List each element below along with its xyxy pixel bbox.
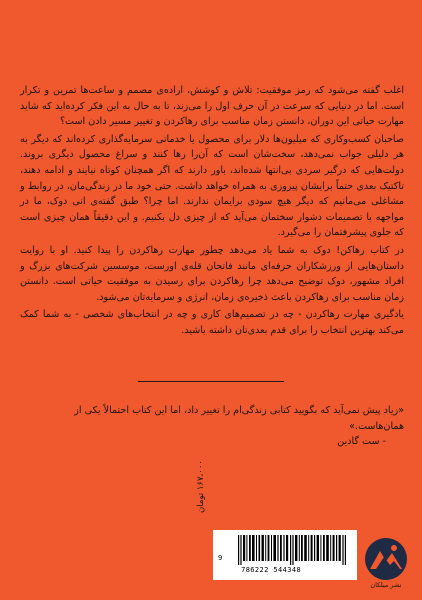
divider-line <box>138 381 284 382</box>
barcode-lead-digit: 9 <box>218 554 223 562</box>
publisher-logo-icon <box>364 537 408 581</box>
blurb-text <box>20 83 404 341</box>
barcode-bars-icon <box>238 535 348 565</box>
quote-author: - ست گادین <box>337 436 386 448</box>
quote-text: «زیاد پیش نمی‌آید که بگویید کتابی زندگی‌ام را تغییر داد، اما این کتاب احتمالاً یکی از همان‌هاست.» <box>74 405 404 432</box>
barcode-digits <box>218 566 352 574</box>
isbn-barcode <box>213 530 357 580</box>
endorsement-quote <box>20 403 404 450</box>
price-label: ۱۶۷،۰۰۰ تومان <box>196 460 206 513</box>
blurb-paragraph-1: اغلب گفته می‌شود که رمز موفقیت: تلاش و کوشش، اراده‌ی مصمم و ساعت‌ها تمرین و تکرار است. اما در دنیایی که سرعت در آن حرف اول را می‌زند، تا به حال به این فکر کرده‌اید که شاید مهارت حیاتی این دوران، دانستن زمان مناسب برای رها‌کردن و تغییر مسیر دادن است؟ <box>20 85 404 128</box>
publisher-name: نشر میلکان <box>370 581 402 589</box>
blurb-paragraph-3: در کتاب رهاکن! دوک به شما یاد می‌دهد چطور مهارت رهاکردن را پیدا کنید. او با روایت داستان‌هایی از ورزشکاران حرفه‌ای مانند فاتحان قله‌ی اورست، موسسین شرکت‌های بزرگ و افراد مشهور، دوک توضیح می‌دهد چرا رهاکردن برای رسیدن به موفقیت حیاتی است. دانستن زمان مناسب برای رهاکردن باعث ذخیره‌ی زمان، انرژی و سرمایه‌تان می‌شود. <box>20 244 404 303</box>
blurb-paragraph-4: یادگیری مهارت رهاکردن - چه در تصمیم‌های کاری و چه در انتخاب‌های شخصی - به شما کمک می‌کند بهترین انتخاب را برای قدم بعدی‌تان داشته باشید. <box>20 309 404 336</box>
barcode-number: 786222 544348 <box>241 566 302 574</box>
blurb-paragraph-2: صاحبان کسب‌وکاری که میلیون‌ها دلار برای محصول یا خدماتی سرمایه‌گذاری کرده‌اند که دیگر به هر دلیلی جواب نمی‌دهد، سخت‌شان است که آن‌را رها کنند و سراغ محصول دیگری بروند. دولت‌هایی که درگیر سردی بی‌انتها شده‌اند، باور دارند که اگر همچنان کوتاه نیایند و ادامه دهند، تاکتیک بعدی حتماً برایشان پیروزی به همراه خواهد داشت. حتی خود ما در زندگی‌مان، در روابط و مشاغلی می‌مانیم که دیگر هیچ سودی برایمان ندارند. اما چرا؟ طبق گفته‌ی انی دوک، ما در مواجهه با تصمیمات دشوار سختمان می‌آید که از چیزی دل بکنیم. و این دقیقاً همان چیزی است که جلوی پیشرفتمان را می‌گیرد. <box>20 133 404 239</box>
